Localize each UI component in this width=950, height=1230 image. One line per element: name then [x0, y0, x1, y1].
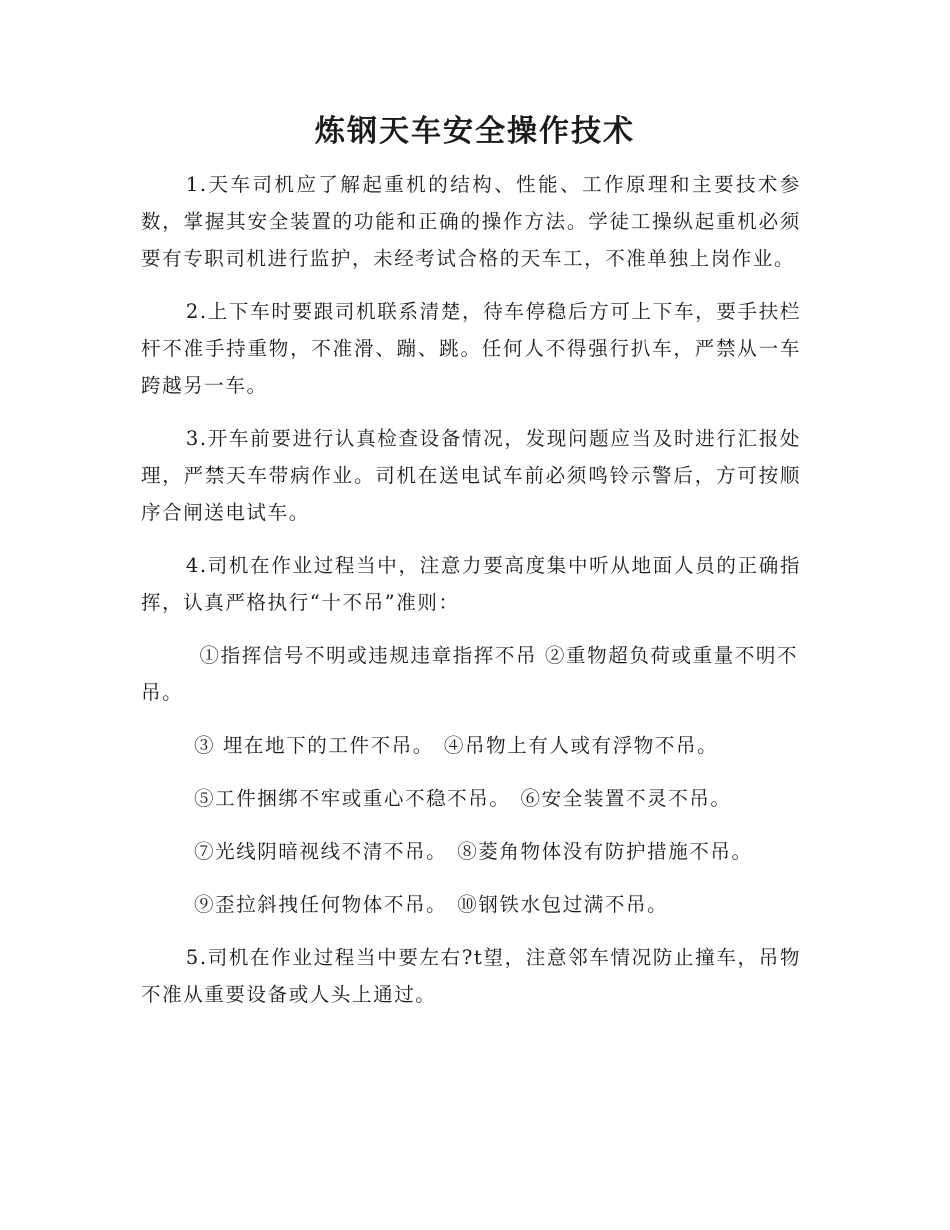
rule-item: ①指挥信号不明或违规违章指挥不吊: [199, 644, 538, 667]
rule-line-3: [141, 780, 801, 817]
paragraph-2: 2.上下车时要跟司机联系清楚，待车停稳后方可上下车，要手扶栏杆不准手持重物，不准滑、蹦、跳。任何人不得强行扒车，严禁从一车跨越另一车。: [141, 300, 801, 397]
paragraph-4: 4.司机在作业过程当中，注意力要高度集中听从地面人员的正确指挥，认真严格执行“十不吊”准则：: [141, 554, 801, 614]
rule-item: ⑧菱角物体没有防护措施不吊。: [457, 840, 753, 863]
rule-item: ④吊物上有人或有浮物不吊。: [443, 734, 719, 757]
rule-item: ⑩钢铁水包过满不吊。: [457, 893, 669, 916]
rule-line-1: [141, 637, 801, 711]
rule-item: ③ 埋在地下的工件不吊。: [194, 734, 434, 757]
document-title: 炼钢天车安全操作技术: [315, 114, 635, 149]
rule-item: ⑨歪拉斜拽任何物体不吊。: [194, 893, 448, 916]
document-body: [141, 166, 801, 1029]
rule-item: ⑦光线阴暗视线不清不吊。: [194, 840, 448, 863]
paragraph-1: 1.天车司机应了解起重机的结构、性能、工作原理和主要技术参数，掌握其安全装置的功能和正确的操作方法。学徒工操纵起重机必须要有专职司机进行监护，未经考试合格的天车工，不准单独上岗作业。: [141, 173, 801, 270]
rule-line-2: [141, 727, 801, 764]
rule-line-4: [141, 833, 801, 870]
paragraph-3: 3.开车前要进行认真检查设备情况，发现问题应当及时进行汇报处理，严禁天车带病作业。司机在送电试车前必须鸣铃示警后，方可按顺序合闸送电试车。: [141, 427, 801, 524]
rule-item: ⑥安全装置不灵不吊。: [520, 787, 732, 810]
rule-line-5: [141, 886, 801, 923]
paragraph-5: 5.司机在作业过程当中要左右?t望，注意邻车情况防止撞车，吊物不准从重要设备或人头上通过。: [141, 946, 801, 1006]
rule-item: ②重物超负荷或重量不明不吊。: [141, 644, 799, 704]
rule-item: ⑤工件捆绑不牢或重心不稳不吊。: [194, 787, 511, 810]
